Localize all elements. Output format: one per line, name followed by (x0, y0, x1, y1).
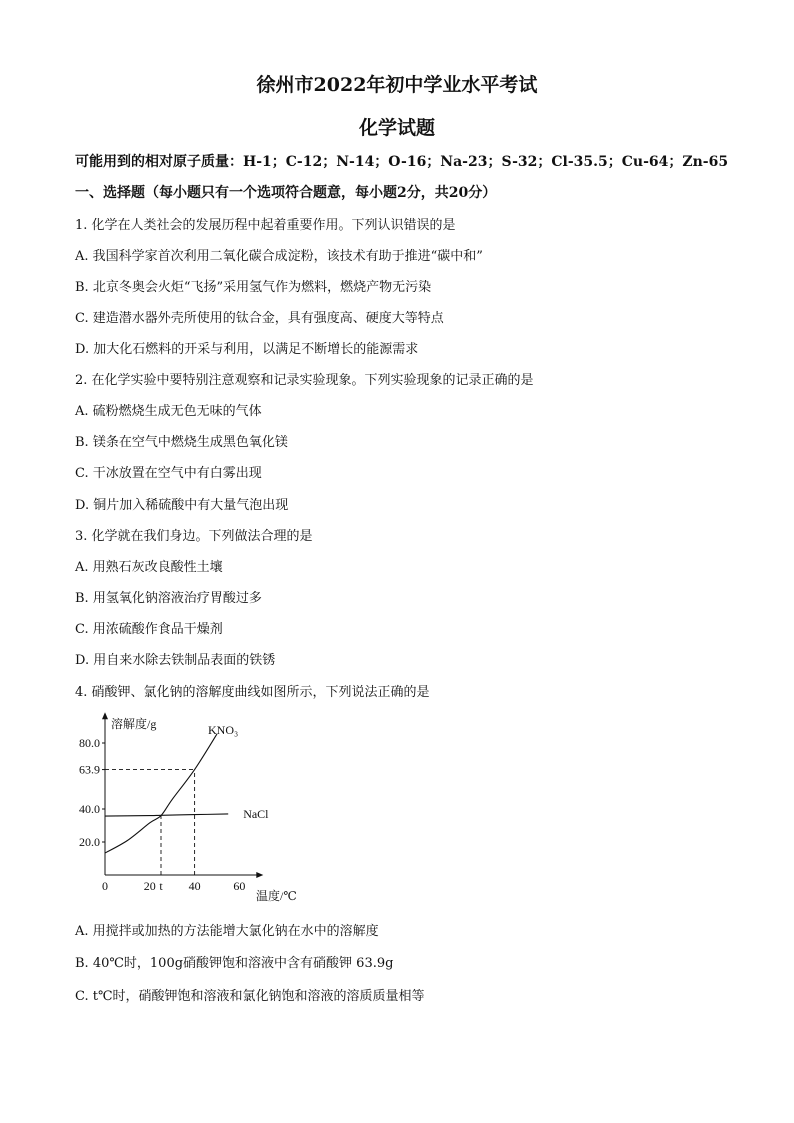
x-tick-label: 20 (143, 879, 156, 893)
y-tick-label: 40.0 (79, 802, 100, 816)
x-tick-label: 40 (188, 879, 201, 893)
x-tick-label: t (159, 879, 163, 893)
series-label: NaCl (243, 806, 269, 821)
answer-option: B. 镁条在空气中燃烧生成黑色氧化镁 (75, 435, 288, 450)
question-stem: 3. 化学就在我们身边。下列做法合理的是 (75, 529, 313, 544)
series-label: KNO₃ (208, 722, 239, 737)
x-axis-arrow (256, 872, 263, 878)
chart-series (105, 723, 269, 853)
x-tick-label: 60 (233, 879, 246, 893)
x-tick-label: 0 (102, 879, 108, 893)
solubility-chart (75, 710, 315, 905)
exam-title: 徐州市2022年初中学业水平考试 (256, 74, 538, 96)
question-stem: 4. 硝酸钾、氯化钠的溶解度曲线如图所示，下列说法正确的是 (75, 685, 430, 700)
section-heading: 一、选择题（每小题只有一个选项符合题意，每小题2分，共20分） (75, 185, 497, 201)
answer-option: B. 40℃时，100g硝酸钾饱和溶液中含有硝酸钾 63.9g (75, 956, 394, 971)
answer-option: B. 北京冬奥会火炬“飞扬”采用氢气作为燃料，燃烧产物无污染 (75, 280, 432, 295)
exam-subtitle: 化学试题 (358, 117, 435, 139)
answer-option: C. 建造潜水器外壳所使用的钛合金，具有强度高、硬度大等特点 (75, 311, 444, 326)
answer-option: A. 用搅拌或加热的方法能增大氯化钠在水中的溶解度 (75, 924, 379, 939)
answer-option: A. 硫粉燃烧生成无色无味的气体 (75, 404, 262, 419)
series-line (105, 734, 217, 853)
answer-option: C. 干冰放置在空气中有白雾出现 (75, 466, 262, 481)
answer-option: A. 我国科学家首次利用二氧化碳合成淀粉，该技术有助于推进“碳中和” (75, 249, 483, 264)
answer-option: B. 用氢氧化钠溶液治疗胃酸过多 (75, 591, 262, 606)
y-axis-label: 溶解度/g (111, 717, 157, 731)
chart-axes (102, 712, 263, 878)
answer-option: C. t℃时，硝酸钾饱和溶液和氯化钠饱和溶液的溶质质量相等 (75, 989, 425, 1004)
answer-option: D. 用自来水除去铁制品表面的铁锈 (75, 653, 276, 668)
x-axis-label: 温度/℃ (256, 889, 297, 903)
y-axis-arrow (102, 712, 108, 719)
y-tick-label: 80.0 (79, 736, 100, 750)
y-tick-label: 63.9 (79, 762, 100, 777)
answer-option: A. 用熟石灰改良酸性土壤 (75, 560, 223, 575)
y-tick-label: 20.0 (79, 835, 100, 849)
answer-option: C. 用浓硫酸作食品干燥剂 (75, 622, 223, 637)
series-line (105, 814, 228, 816)
atomic-masses-note: 可能用到的相对原子质量：H-1；C-12；N-14；O-16；Na-23；S-32；Cl-35.5；Cu-64；Zn-65 (75, 154, 729, 170)
question-stem: 2. 在化学实验中要特别注意观察和记录实验现象。下列实验现象的记录正确的是 (75, 373, 534, 388)
answer-option: D. 铜片加入稀硫酸中有大量气泡出现 (75, 498, 289, 513)
question-stem: 1. 化学在人类社会的发展历程中起着重要作用。下列认识错误的是 (75, 218, 456, 233)
answer-option: D. 加大化石燃料的开采与利用，以满足不断增长的能源需求 (75, 342, 419, 357)
